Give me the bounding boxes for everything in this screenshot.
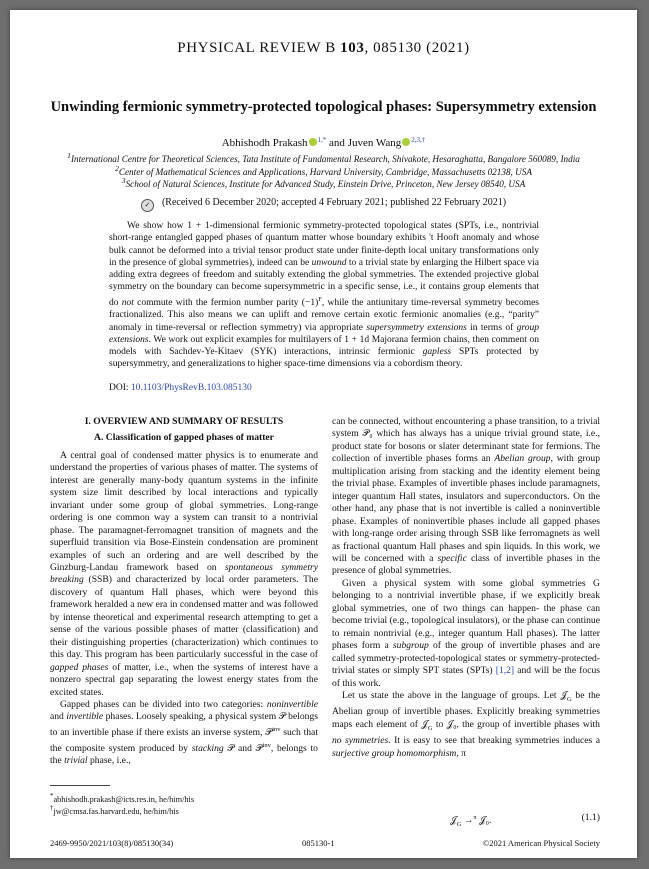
author-marks: 2,3,† bbox=[411, 136, 426, 144]
article-number: , 085130 (2021) bbox=[364, 40, 470, 56]
paragraph: can be connected, without encountering a phase transition, to a trivial system 𝒫₀ which has always has a unique trivial ground state, i.e., product state for bosons or slater determinant state for fermions. The collection of invertible phases forms an Abelian group, with group multiplication arising from stacking and the identity element being the trivial phase. Examples of invertible phases include paramagnets, integer quantum Hall states, insulators and superconductors. On the other hand, any phase that is not invertible is called a noninvertible phase. Examples of noninvertible phases include all gapped phases with long-range order arising through SSB like ferromagnets as well as fractional quantum Hall phases and spin liquids. In this work, we will be concerned with a specific class of invertible phases in the presence of global symmetries. bbox=[332, 416, 600, 577]
footnote: †jw@cmsa.fas.harvard.edu, he/him/his bbox=[50, 805, 179, 816]
journal-header bbox=[10, 40, 637, 57]
crossmark-icon[interactable]: ✓ bbox=[141, 199, 154, 212]
paragraph: Gapped phases can be divided into two categories: noninvertible and invertible phases. Loosely speaking, a physical system 𝒫 belongs to an invertible phase if there exists an inverse system, 𝒫$^{inv}$ such that the composite system produced by stacking 𝒫 and 𝒫$^{inv}$, belongs to the trivial phase, i.e., bbox=[50, 698, 318, 767]
paragraph: Let us state the above in the language of groups. Let 𝒥$_G$ be the Abelian group of invertible phases. Explicitly breaking symmetries maps each element of 𝒥$_G$ to 𝒥₀, the group of invertible phases with no symmetries. It is easy to see that breaking symmetries induces a surjective group homomorphism, π bbox=[332, 689, 600, 759]
author-separator: and bbox=[326, 137, 348, 149]
footer-issn: 2469-9950/2021/103(8)/085130(34) bbox=[50, 838, 174, 848]
affiliation: $^2$Center of Mathematical Sciences and Applications, Harvard University, Cambridge, Massachusetts 02138, USA bbox=[115, 164, 532, 178]
orcid-icon[interactable] bbox=[402, 138, 410, 146]
footer-copyright: ©2021 American Physical Society bbox=[482, 838, 600, 848]
orcid-icon[interactable] bbox=[309, 138, 317, 146]
equation-body: 𝒥$_G$ →$^\pi$ 𝒥₀. bbox=[450, 814, 492, 829]
doi: DOI: 10.1103/PhysRevB.103.085130 bbox=[109, 383, 252, 393]
paragraph: Given a physical system with some global symmetries G belonging to a nontrivial invertible phase, if we explicitly break global symmetries, one of two things can happen- the phase can become trivial (e.g., topological insulators), or the phase can continue to remain nontrivial (e.g., integer quantum Hall phases). The latter phases form a subgroup of the group of invertible phases and are called symmetry-protected-topological states or symmetry-protected-trivial states or simply SPT states (SPTs) [1,2] and will be the focus of this work. bbox=[332, 577, 600, 689]
abstract: We show how 1 + 1-dimensional fermionic symmetry-protected topological states (SPTs, i.e., nontrivial short-range entangled gapped phases of quantum matter whose boundary exhibits 't Hooft anomaly and whose bulk cannot be deformed into a trivial tensor product state under finite-depth local unitary transformations only in the presence of global symmetries), indeed can be unwound to a trivial state by enlarging the Hilbert space via adding extra degrees of freedom and suitably extending the global symmetries. The extended projective global symmetry on the boundary can become supersymmetric in a specific sense, i.e., it contains group elements that do not commute with the fermion number parity $(-1)^F$, while the antiunitary time-reversal symmetry becomes fractionalized. This also means we can uplift and remove certain exotic fermionic anomalies (e.g., “parity” anomaly in time-reversal or reflection symmetry) via appropriate supersymmetry extensions in terms of group extensions. We work out explicit examples for multilayers of 1 + 1d Majorana fermion chains, then comment on models with Sachdev-Ye-Kitaev (SYK) interactions, intrinsic fermionic gapless SPTs protected by supersymmetry, and generalizations to higher space-time dimensions via a cobordism theory. bbox=[109, 221, 539, 370]
author-name[interactable]: Juven Wang bbox=[347, 137, 402, 149]
footer-page: 085130-1 bbox=[302, 838, 335, 848]
equation-number: (1.1) bbox=[581, 812, 600, 823]
author-name[interactable]: Abhishodh Prakash bbox=[221, 137, 308, 149]
right-column bbox=[332, 416, 600, 760]
author-marks: 1,* bbox=[317, 136, 327, 144]
affiliation: $^1$International Centre for Theoretical Sciences, Tata Institute of Fundamental Research, Shivakote, Hesaraghatta, Bangalore 560089, India bbox=[67, 151, 580, 165]
doi-link[interactable]: 10.1103/PhysRevB.103.085130 bbox=[130, 383, 252, 393]
paper-page bbox=[10, 10, 637, 858]
section-heading: I. OVERVIEW AND SUMMARY OF RESULTS bbox=[84, 416, 284, 427]
left-column bbox=[50, 416, 318, 768]
citation-link[interactable]: [1,2] bbox=[495, 665, 515, 677]
footnote-rule bbox=[50, 785, 110, 786]
footnote: *abhishodh.prakash@icts.res.in, he/him/his bbox=[50, 793, 195, 804]
affiliation: $^3$School of Natural Sciences, Institute for Advanced Study, Einstein Drive, Princeton, New Jersey 08540, USA bbox=[121, 176, 526, 190]
journal-volume: 103 bbox=[340, 40, 365, 56]
subsection-heading: A. Classification of gapped phases of matter bbox=[94, 432, 274, 444]
paper-title: Unwinding fermionic symmetry-protected topological phases: Supersymmetry extension bbox=[50, 99, 597, 115]
paragraph: A central goal of condensed matter physics is to enumerate and understand the properties of various phases of matter. The systems of interest are generally many-body quantum systems in the infinite system size limit described by local interactions and typically invariant under some group of global symmetries. Long-range ordering is one common way a system can transit to a nontrivial phase. The paramagnet-ferromagnet transition of magnets and the superfluid transition via Bose-Einstein condensation are prominent examples of such an ordering and are well described by the Ginzburg-Landau framework based on spontaneous symmetry breaking (SSB) and characterized by local order parameters. The discovery of quantum Hall phases, which were beyond this framework heralded a new era in condensed matter and was followed by intense theoretical and experimental research attempting to get a sense of the various possible phases of matter (classification) and their distinguishing properties (characterization) which continues to this day. This program has been particularly successful in the case of gapped phases of matter, i.e., when the systems of interest have a nonzero spectral gap separating the lowest energy states from the excited states. bbox=[50, 449, 318, 698]
journal-name: PHYSICAL REVIEW B bbox=[177, 40, 336, 56]
author-list bbox=[10, 136, 637, 149]
received-dates: ✓ (Received 6 December 2020; accepted 4 February 2021; published 22 February 2021) bbox=[10, 197, 637, 212]
